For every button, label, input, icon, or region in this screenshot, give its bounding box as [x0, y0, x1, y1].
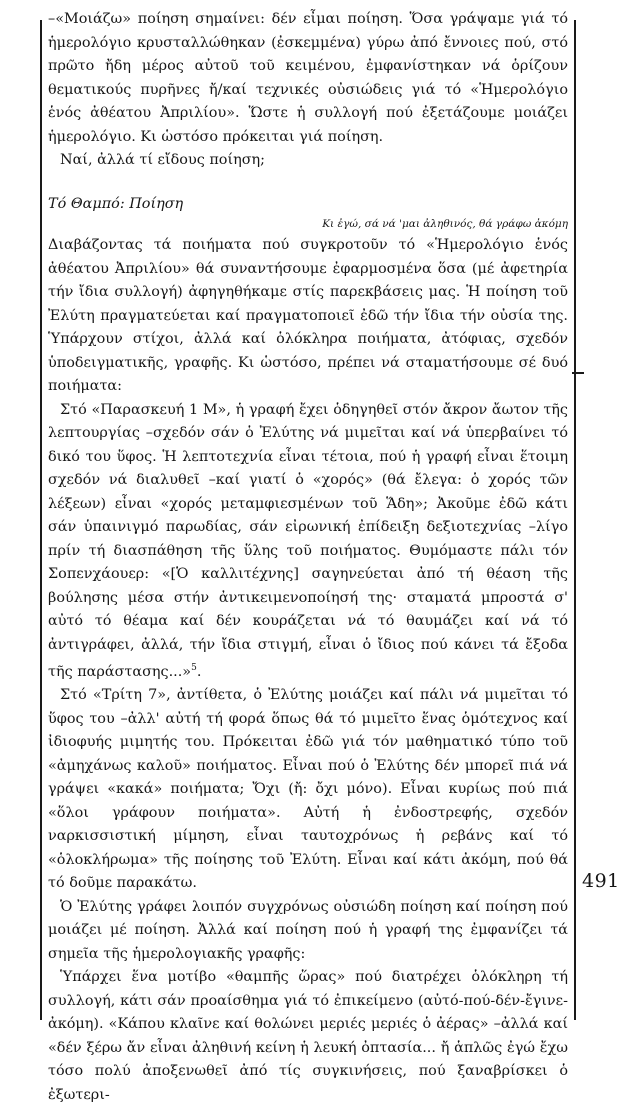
text-column: [48, 8, 568, 1107]
paragraph-7: Ὑπάρχει ἕνα μοτίβο «θαμπῆς ὥρας» πού διατρέχει ὁλόκληρη τή συλλογή, κάτι σάν προαίσθημα γιά τό ἐπικείμενο (αὐτό-πού-δέν-ἔγινε-ἀκόμη). «Κάπου κλαῖνε καί θολώνει μεριές μεριές ὁ ἀέρας» –ἀλλά καί «δέν ξέρω ἄν εἶναι ἀληθινή κείνη ἡ λευκή ὀπτασία... ἤ ἁπλῶς ἐγώ ἔχω τόσο πολύ ἀποξενωθεῖ ἀπό τίς συγκινήσεις, πού ξαναβρίσκει ὁ ἐξωτερι-: [48, 969, 568, 1103]
paragraph-3: Διαβάζοντας τά ποιήματα πού συγκροτοῦν τό «Ἡμερολόγιο ἑνός ἀθέατου Ἀπριλίου» θά συναντήσουμε ἐφαρμοσμένα ὅσα (μέ ἀφετηρία τήν ἴδια συλλογή) ἀφηγηθήκαμε στίς παρεκβάσεις μας. Ἡ ποίηση τοῦ Ἐλύτη πραγματεύεται καί πραγματοποιεῖ ἐδῶ τήν ἴδια τήν οὐσία της. Ὑπάρχουν στίχοι, ἀλλά καί ὁλόκληρα ποιήματα, ἀτόφιας, σχεδόν ὑποδειγματικῆς, γραφῆς. Κι ὡστόσο, πρέπει νά σταματήσουμε σέ δυό ποιήματα:: [48, 237, 568, 394]
paragraph-4-end: .: [196, 663, 202, 680]
section-title: Τό Θαμπό: Ποίηση: [48, 195, 184, 212]
page-number: 491: [582, 870, 620, 892]
paragraph-6: Ὁ Ἐλύτης γράφει λοιπόν συγχρόνως οὐσιώδη ποίηση καί ποίηση πού μοιάζει μέ ποίηση. Ἀλλά καί ποίηση πού ἡ γραφή της ἐμφανίζει τά σημεῖα τῆς ἡμερολογιακῆς γραφῆς:: [48, 898, 568, 962]
paragraph-4-text: Στό «Παρασκευή 1 Μ», ἡ γραφή ἔχει ὁδηγηθεῖ στόν ἄκρον ἄωτον τῆς λεπτουργίας –σχεδόν σάν ὁ Ἐλύτης νά μιμεῖται καί νά ὑπερβαίνει τό δικό του ὕφος. Ἡ λεπτοτεχνία εἶναι τέτοια, πού ἡ γραφή εἶναι ἕτοιμη σχεδόν νά διαλυθεῖ –καί γιατί ὁ «χορός» (θά ἔλεγα: ὁ χορός τῶν λέξεων) εἶναι «χορός μεταμφιεσμένων τοῦ Ἅδη»; Ἀκοῦμε ἐδῶ κάτι σάν ὑπαινιγμό παρωδίας, σάν εἰρωνική ἐπίδειξη δεξιοτεχνίας –λίγο πρίν τή διασπάθηση τῆς ὕλης τοῦ ποιήματος. Θυμόμαστε πάλι τόν Σοπενχάουερ: «[Ὁ καλλιτέχνης] σαγηνεύεται ἀπό τή θέαση τῆς βούλησης μέσα στήν ἀντικειμενοποίησή της· σταματά μπροστά σ' αὐτό τό θέαμα καί δέν κουράζεται νά τό θαυμάζει καί νά τό ἀντιγράφει, ἀλλά, τήν ἴδια στιγμή, εἶναι ὁ ἴδιος πού κάνει τά ἔξοδα τῆς παράστασης...»: [48, 401, 568, 680]
paragraph-1: –«Μοιάζω» ποίηση σημαίνει: δέν εἶμαι ποίηση. Ὅσα γράψαμε γιά τό ἡμερολόγιο κρυσταλλώθηκαν (ἐσκεμμένα) γύρω ἀπό ἔννοιες πού, στό πρῶτο ἤδη μέρος αὐτοῦ τοῦ κειμένου, ἐμφανίστηκαν νά ὁρίζουν θεματικούς πυρῆνες ἤ/καί τεχνικές οὐσιώδεις γιά τό «Ἡμερολόγιο ἑνός ἀθέατου Ἀπριλίου». Ὥστε ἡ συλλογή πού ἐξετάζουμε μοιάζει ἡμερολόγιο. Κι ὡστόσο πρόκειται γιά ποίηση.: [48, 11, 568, 145]
paragraph-2: Ναί, ἀλλά τί εἴδους ποίηση;: [60, 152, 266, 168]
margin-tick: [572, 372, 584, 374]
left-margin-rule: [40, 20, 42, 1020]
epigraph: Κι ἐγώ, σά νά 'μαι ἀληθινός, θά γράφω ἀκόμη: [322, 218, 568, 230]
paragraph-5: Στό «Τρίτη 7», ἀντίθετα, ὁ Ἐλύτης μοιάζει καί πάλι νά μιμεῖται τό ὕφος του –ἀλλ' αὐτή τή φορά ὅπως θά τό μιμεῖτο ἕνας ὁμότεχνος καί ἰδιοφυής μιμητής του. Πρόκειται ἐδῶ γιά τόν μαθηματικό τύπο τοῦ «ἀμηχάνως καλοῦ» ποιήματος. Εἶναι πού ὁ Ἐλύτης δέν μπορεῖ πιά νά γράψει «κακά» ποιήματα; Ὄχι (ἤ: ὄχι μόνο). Εἶναι κυρίως πού πιά «ὅλοι γράφουν ποιήματα». Αὐτή ἡ ἐνδοστρεφής, σχεδόν ναρκισσιστική μίμηση, εἶναι ταυτοχρόνως ἡ ρεβάνς καί τό «ὁλοκλήρωμα» τῆς ποίησης τοῦ Ἐλύτη. Εἶναι καί κάτι ἀκόμη, πού θά τό δοῦμε παρακάτω.: [48, 687, 568, 892]
paragraph-4: [48, 399, 568, 685]
section-gap: [48, 173, 568, 193]
right-margin-rule: [574, 20, 576, 1020]
footnote-mark: 5: [191, 663, 197, 673]
